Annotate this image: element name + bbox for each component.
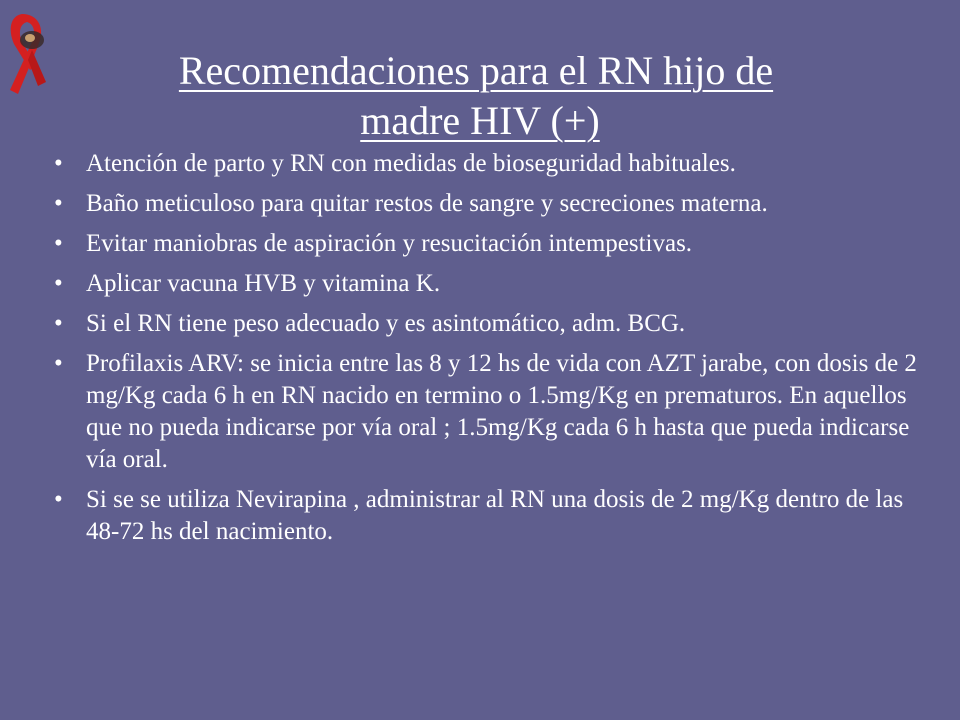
bullet-item: • Evitar maniobras de aspiración y resucitación intempestivas. [54,228,934,260]
bullet-item: • Profilaxis ARV: se inicia entre las 8 y 12 hs de vida con AZT jarabe, con dosis de 2 mg/Kg cada 6 h en RN nacido en termino o 1.5mg/Kg en prematuros. En aquellos que no pueda indicarse por vía oral ; 1.5mg/Kg cada 6 h hasta que pueda indicarse vía oral. [54,348,934,476]
bullet-item: • Aplicar vacuna HVB y vitamina K. [54,268,934,300]
bullet-item: • Atención de parto y RN con medidas de bioseguridad habituales. [54,148,934,180]
bullet-item: • Si el RN tiene peso adecuado y es asintomático, adm. BCG. [54,308,934,340]
title-line-2: madre HIV (+) [360,98,600,143]
bullet-item: • Si se se utiliza Nevirapina , administrar al RN una dosis de 2 mg/Kg dentro de las 48-72 hs del nacimiento. [54,484,934,548]
slide-title [0,46,960,146]
bullet-item: • Baño meticuloso para quitar restos de sangre y secreciones materna. [54,188,934,220]
bullet-list [54,148,934,556]
title-line-1: Recomendaciones para el RN hijo de [178,48,774,93]
